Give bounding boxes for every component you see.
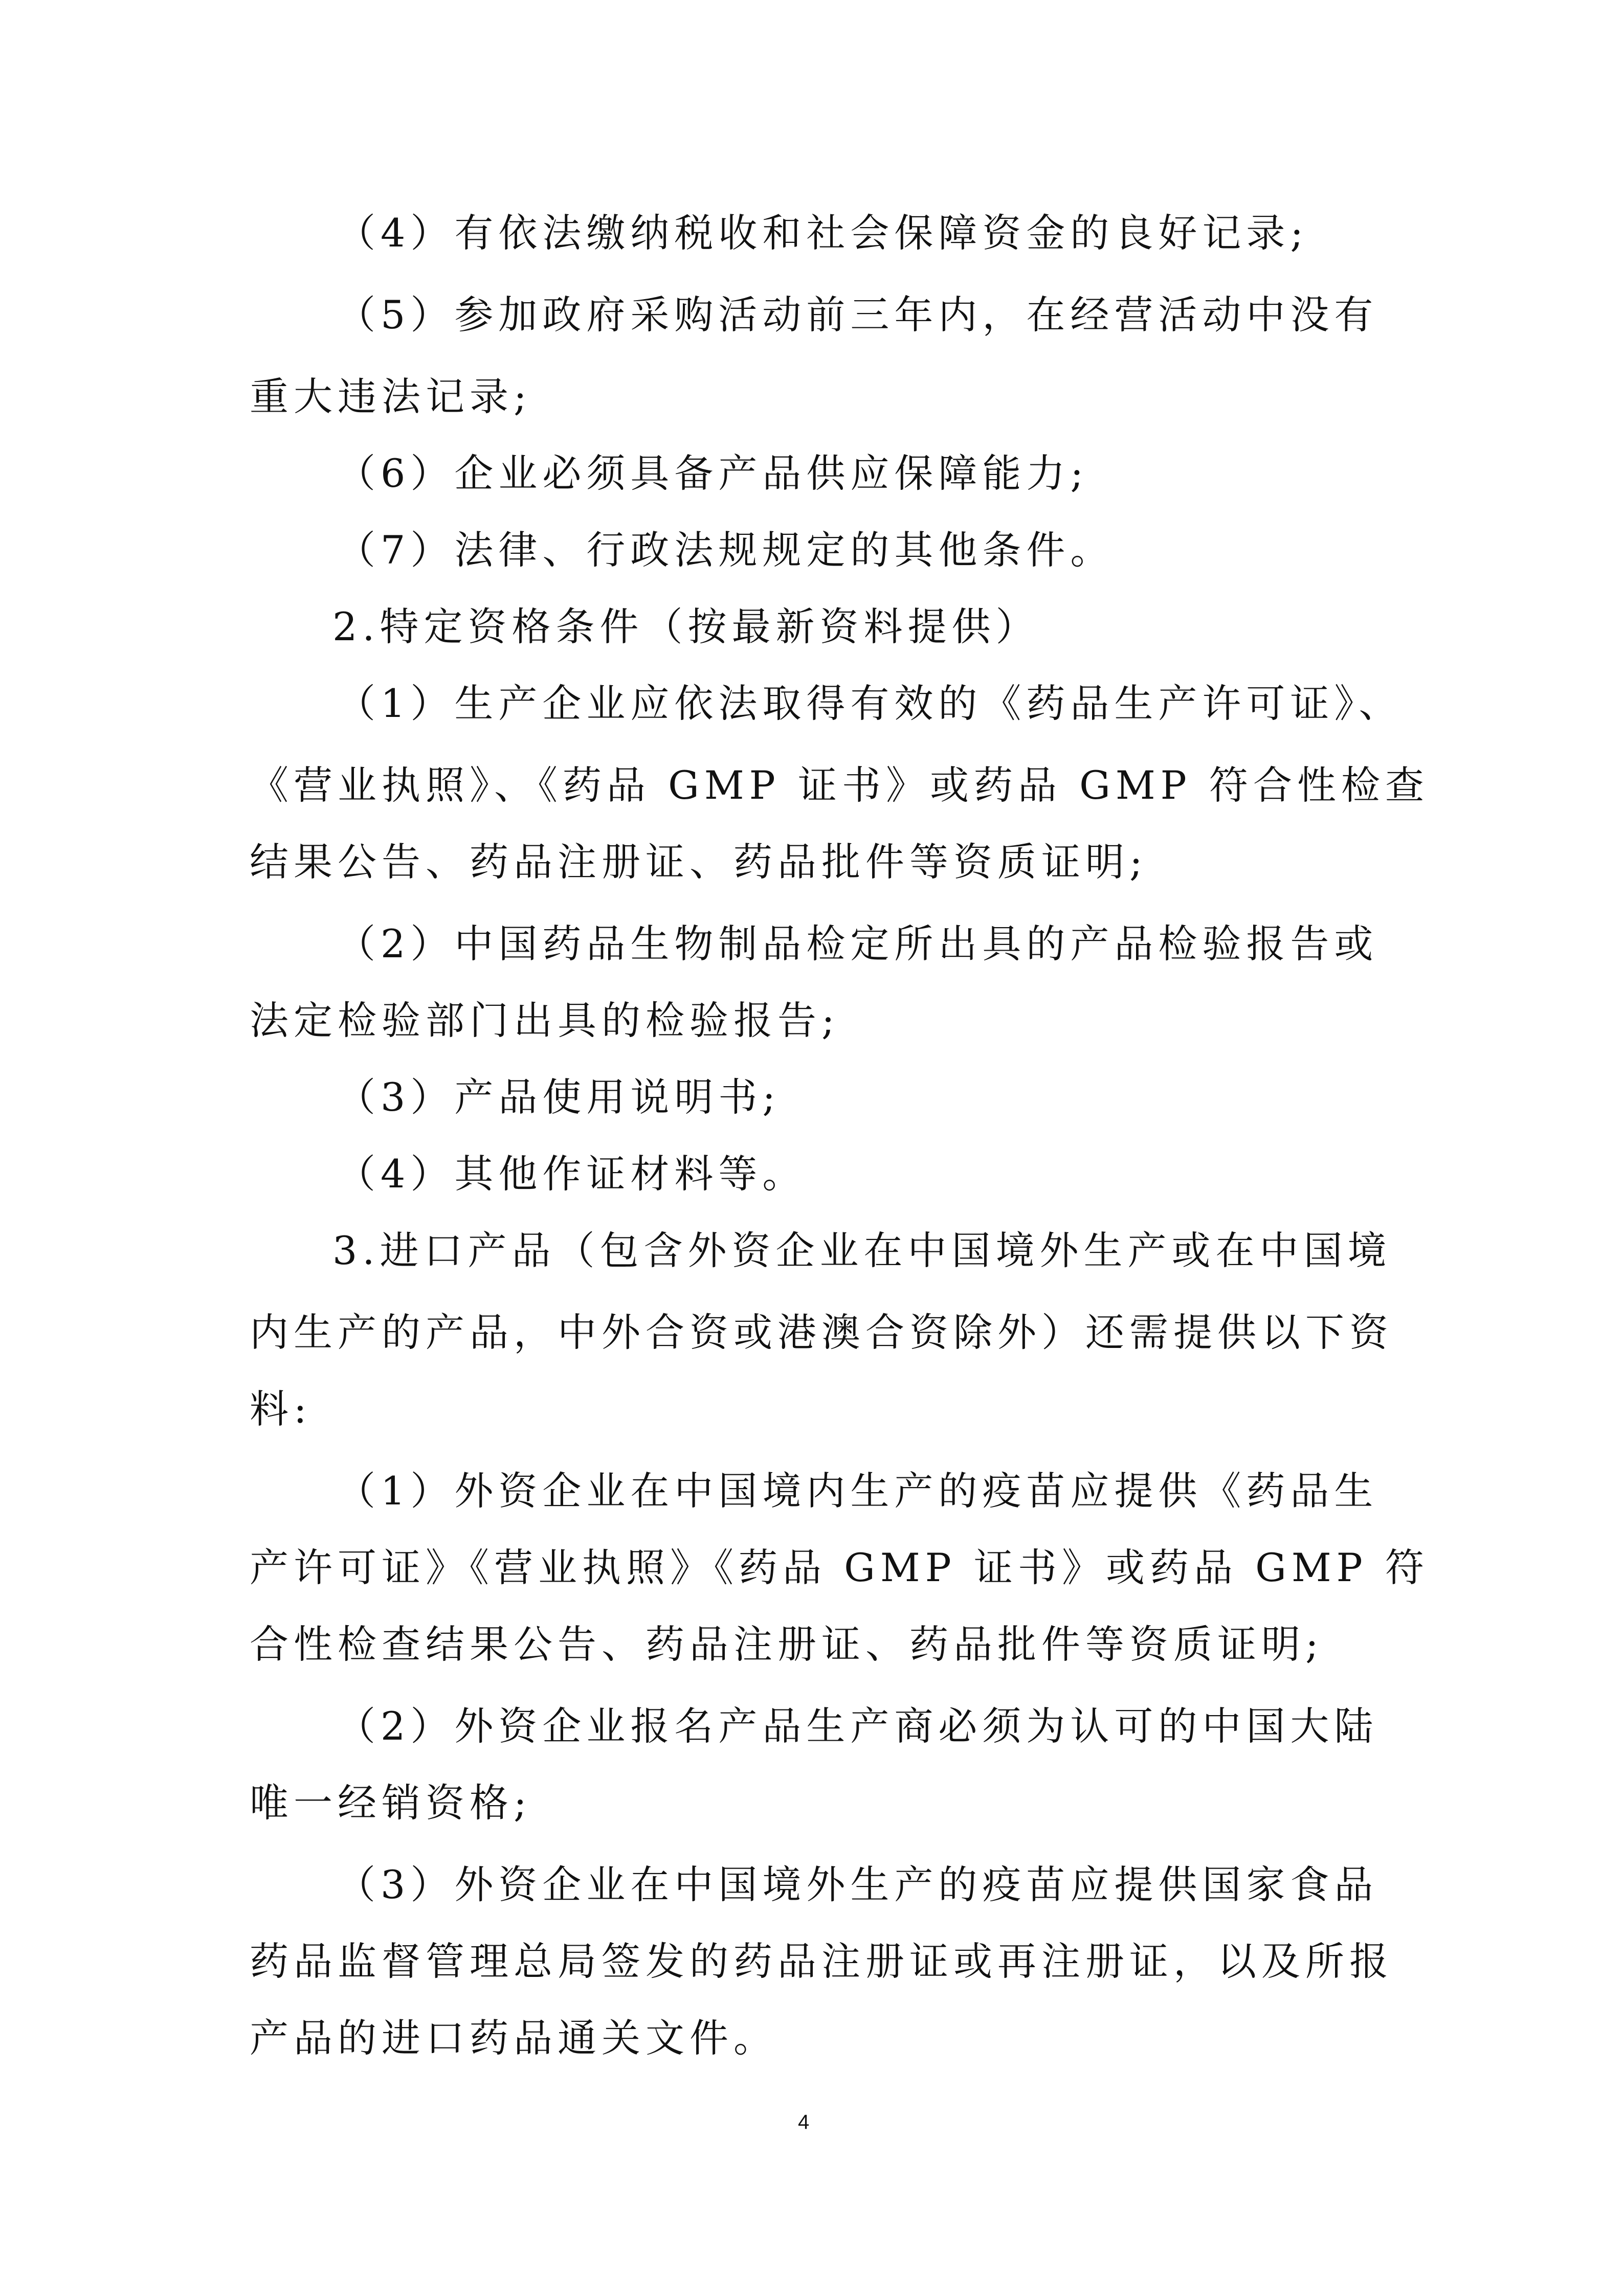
text-line: （6）企业必须具备产品供应保障能力; bbox=[337, 451, 1088, 496]
text-line: （4）有依法缴纳税收和社会保障资金的良好记录; bbox=[337, 210, 1308, 256]
text-line: （2）中国药品生物制品检定所出具的产品检验报告或 bbox=[337, 921, 1378, 966]
text-line: （3）外资企业在中国境外生产的疫苗应提供国家食品 bbox=[337, 1862, 1378, 1907]
text-line: 产品的进口药品通关文件。 bbox=[250, 2015, 777, 2061]
text-line: 产许可证》《营业执照》《药品 GMP 证书》或药品 GMP 符 bbox=[250, 1545, 1429, 1590]
text-line: （7）法律、行政法规规定的其他条件。 bbox=[337, 527, 1115, 573]
text-line: （4）其他作证材料等。 bbox=[337, 1151, 807, 1197]
text-line: 重大违法记录; bbox=[250, 374, 532, 419]
text-line: （3）产品使用说明书; bbox=[337, 1074, 781, 1120]
section-heading: 2.特定资格条件（按最新资料提供） bbox=[332, 604, 1040, 649]
text-line: 合性检查结果公告、药品注册证、药品批件等资质证明; bbox=[250, 1622, 1324, 1667]
text-line: （1）外资企业在中国境内生产的疫苗应提供《药品生 bbox=[337, 1468, 1378, 1514]
text-line: 法定检验部门出具的检验报告; bbox=[250, 998, 840, 1043]
text-line: （2）外资企业报名产品生产商必须为认可的中国大陆 bbox=[337, 1703, 1378, 1749]
section-heading: 3.进口产品（包含外资企业在中国境外生产或在中国境 bbox=[332, 1228, 1392, 1273]
page-number: 4 bbox=[798, 2111, 810, 2133]
text-line: （5）参加政府采购活动前三年内，在经营活动中没有 bbox=[337, 292, 1378, 337]
text-line: （1）生产企业应依法取得有效的《药品生产许可证》、 bbox=[337, 681, 1403, 726]
text-line: 结果公告、药品注册证、药品批件等资质证明; bbox=[250, 839, 1148, 885]
text-line: 《营业执照》、《药品 GMP 证书》或药品 GMP 符合性检查 bbox=[250, 762, 1429, 808]
text-line: 唯一经销资格; bbox=[250, 1780, 532, 1826]
text-line: 药品监督管理总局签发的药品注册证或再注册证，以及所报 bbox=[250, 1939, 1393, 1984]
text-line: 内生产的产品，中外合资或港澳合资除外）还需提供以下资 bbox=[250, 1310, 1393, 1355]
text-line: 料: bbox=[250, 1386, 312, 1432]
